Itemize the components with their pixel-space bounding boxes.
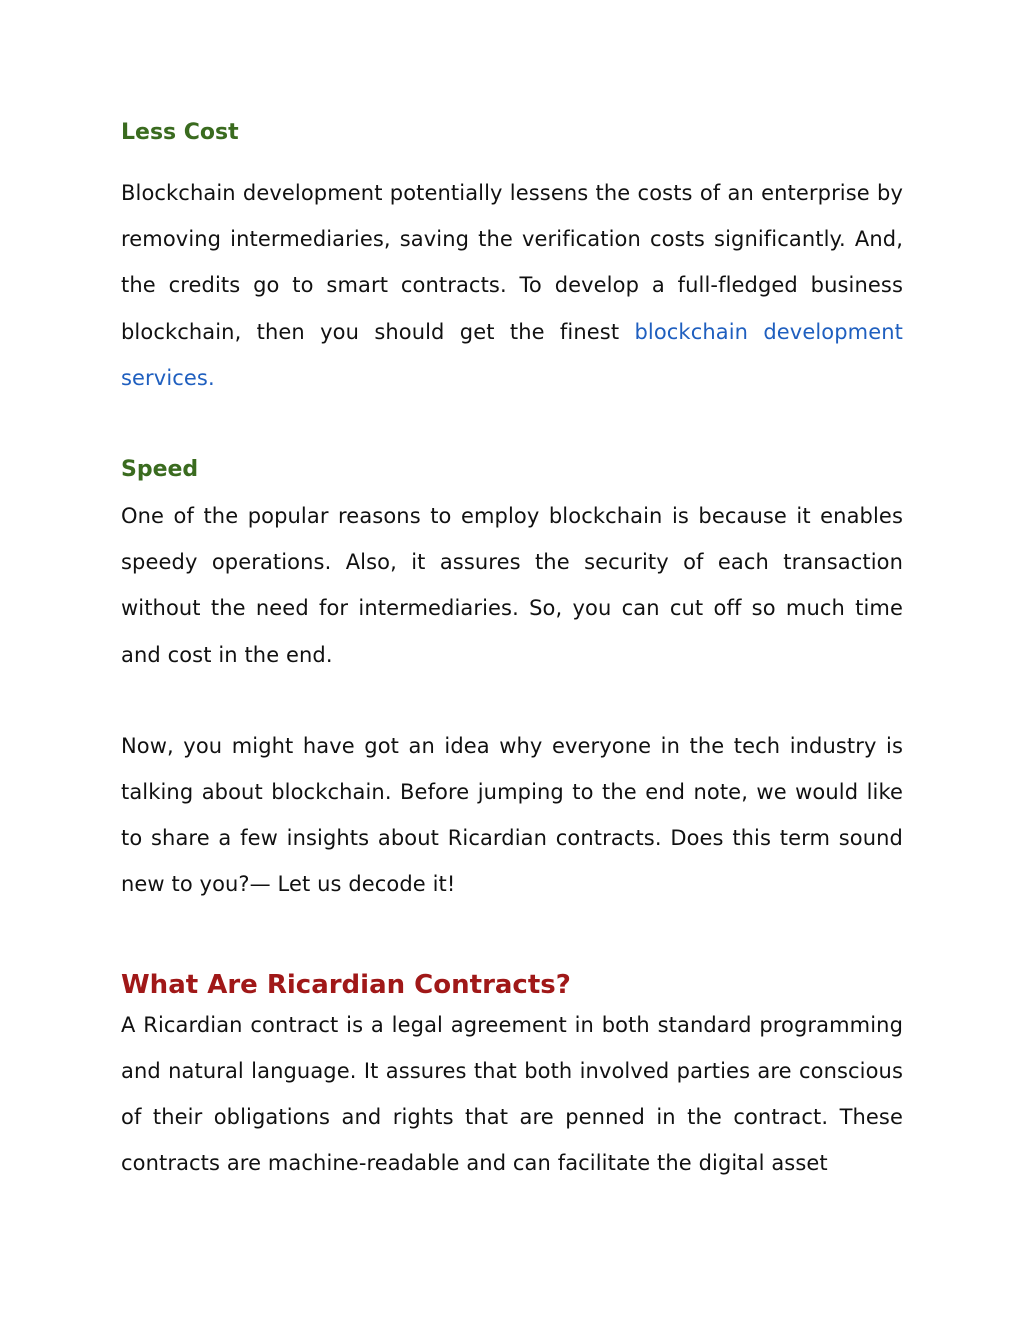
less-cost-heading: Less Cost <box>121 120 239 145</box>
less-cost-text: Blockchain development potentially lessens the costs of an enterprise by removing intermediaries, saving the verification costs significantly. And, the credits go to smart contracts. To develop a full-fledged business blockchain, then you should get the finest <box>121 181 903 344</box>
speed-heading: Speed <box>121 457 199 483</box>
blockchain-services-link[interactable]: blockchain development services. <box>121 319 903 390</box>
ricardian-heading: What Are Ricardian Contracts? <box>121 969 571 1000</box>
ricardian-paragraph: A Ricardian contract is a legal agreement in both standard programming and natural language. It assures that both involved parties are conscious of their obligations and rights that are penned in the contract. These contracts are machine-readable and can facilitate the digital asset <box>121 1012 903 1176</box>
transition-paragraph: Now, you might have got an idea why everyone in the tech industry is talking about blockchain. Before jumping to the end note, we would like to share a few insights about Ricardian contracts. Does this term sound new to you?— Let us decode it! <box>121 733 903 897</box>
speed-paragraph: One of the popular reasons to employ blockchain is because it enables speedy operations. Also, it assures the security of each transaction without the need for intermediaries. So, you can cut off so much time and cost in the end. <box>121 504 903 667</box>
less-cost-paragraph <box>121 170 903 401</box>
document-page <box>121 118 903 1186</box>
